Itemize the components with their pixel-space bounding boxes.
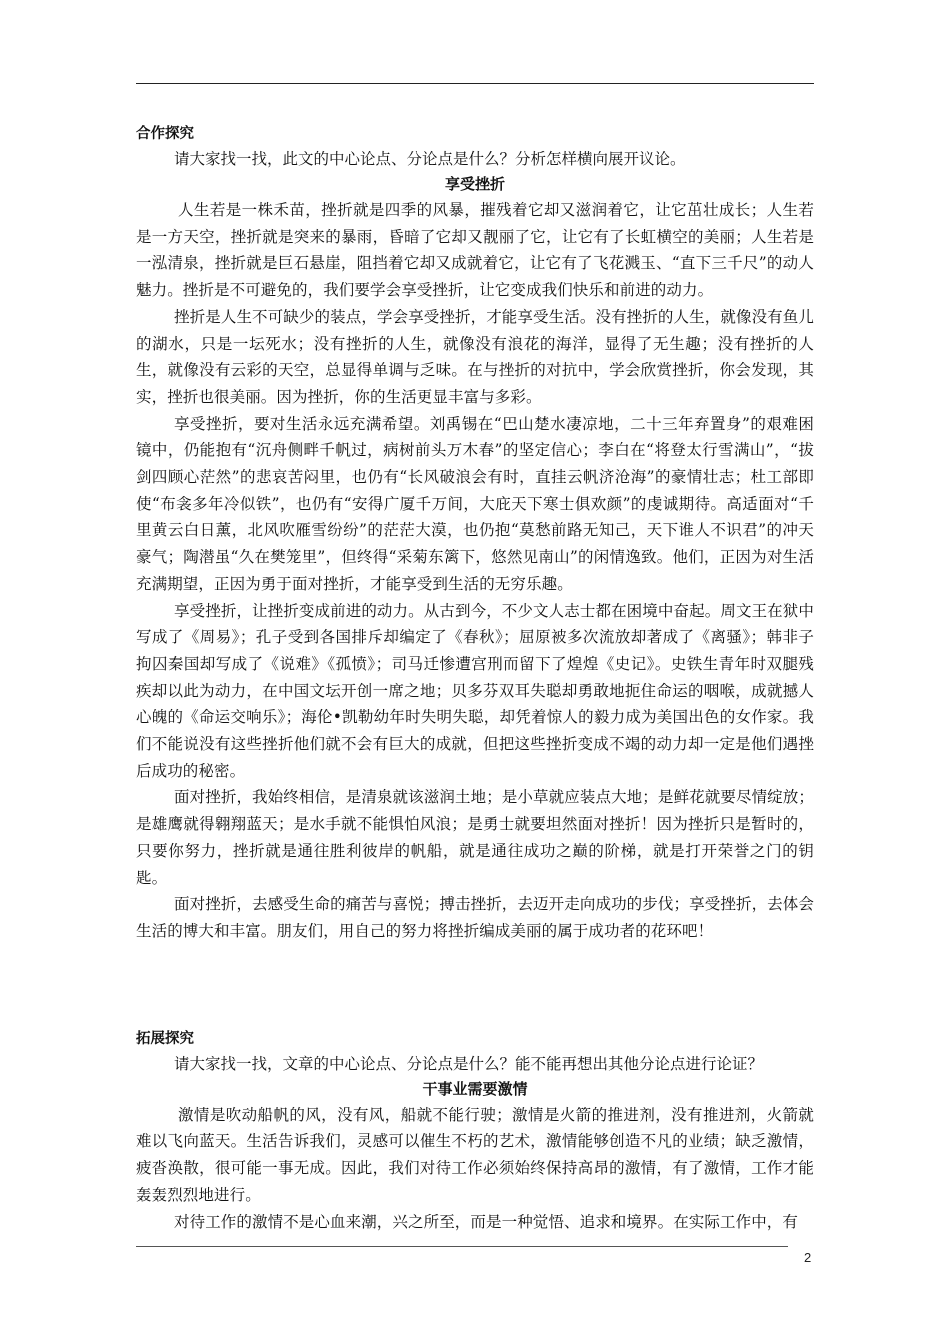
essay-paragraph: 面对挫折，我始终相信，是清泉就该滋润土地；是小草就应装点大地；是鲜花就要尽情绽放；是雄鹰就得翱翔蓝天；是水手就不能惧怕风浪；是勇士就要坦然面对挫折！因为挫折只是暂时的，只要你努力，挫折就是通往胜利彼岸的帆船，就是通往成功之巅的阶梯，就是打开荣誉之门的钥匙。 xyxy=(136,788,814,887)
section-prompt: 请大家找一找，此文的中心论点、分论点是什么？分析怎样横向展开议论。 xyxy=(174,150,686,168)
essay-paragraph: 对待工作的激情不是心血来潮，兴之所至，而是一种觉悟、追求和境界。在实际工作中，有 xyxy=(174,1212,799,1231)
essay-paragraph: 挫折是人生不可缺少的装点，学会享受挫折，才能享受生活。没有挫折的人生，就像没有鱼儿的湖水，只是一坛死水；没有挫折的人生，就像没有浪花的海洋，显得了无生趣；没有挫折的人生，就像没有云彩的天空，总显得单调与乏味。在与挫折的对抗中，学会欣赏挫折，你会发现，其实，挫折也很美丽。因为挫折，你的生活更显丰富与多彩。 xyxy=(136,307,814,406)
section-spacer xyxy=(136,945,814,1027)
header-rule xyxy=(136,83,814,84)
document-body xyxy=(136,122,814,1235)
section-extended-inquiry xyxy=(136,1027,814,1236)
section-prompt: 请大家找一找，文章的中心论点、分论点是什么？能不能再想出其他分论点进行论证？ xyxy=(174,1054,764,1073)
section-heading: 拓展探究 xyxy=(136,1030,194,1047)
essay-title: 享受挫折 xyxy=(444,175,505,193)
essay-paragraph: 享受挫折，要对生活永远充满希望。刘禹锡在“巴山楚水凄凉地，二十三年弃置身”的艰难困镜中，仍能抱有“沉舟侧畔千帆过，病树前头万木春”的坚定信心；李白在“将登太行雪满山”，“拔剑四顾心茫然”的悲哀苦闷里，也仍有“长风破浪会有时，直挂云帆济沧海”的豪情壮志；杜工部即使“布衾多年冷似铁”，也仍有“安得广厦千万间，大庇天下寒士俱欢颜”的虔诚期待。高适面对“千里黄云白日薰，北风吹雁雪纷纷”的茫茫大漠，也仍抱“莫愁前路无知己，天下谁人不识君”的冲天豪气；陶潜虽“久在樊笼里”，但终得“采菊东篱下，悠然见南山”的闲情逸致。他们，正因为对生活充满期望，正因为勇于面对挫折，才能享受到生活的无穷乐趣。 xyxy=(136,414,814,593)
section-cooperative-inquiry xyxy=(136,122,814,945)
essay-paragraph: 人生若是一株禾苗，挫折就是四季的风暴，摧残着它却又滋润着它，让它茁壮成长；人生若是一方天空，挫折就是突来的暴雨，昏暗了它却又靓丽了它，让它有了长虹横空的美丽；人生若是一泓清泉，挫折就是巨石悬崖，阻挡着它却又成就着它，让它有了飞花溅玉、“直下三千尺”的动人魅力。挫折是不可避免的，我们要学会享受挫折，让它变成我们快乐和前进的动力。 xyxy=(136,201,814,300)
footer-rule xyxy=(136,1246,788,1247)
section-heading: 合作探究 xyxy=(136,126,194,142)
page-number: 2 xyxy=(804,1250,812,1265)
essay-paragraph: 激情是吹动船帆的风，没有风，船就不能行驶；激情是火箭的推进剂，没有推进剂，火箭就难以飞向蓝天。生活告诉我们，灵感可以催生不朽的艺术，激情能够创造不凡的业绩；缺乏激情，疲沓涣散，很可能一事无成。因此，我们对待工作必须始终保持高昂的激情，有了激情，工作才能轰轰烈烈地进行。 xyxy=(136,1105,814,1204)
essay-title: 干事业需要激情 xyxy=(422,1079,528,1098)
essay-paragraph: 面对挫折，去感受生命的痛苦与喜悦；搏击挫折，去迈开走向成功的步伐；享受挫折，去体会生活的博大和丰富。朋友们，用自己的努力将挫折编成美丽的属于成功者的花环吧！ xyxy=(136,895,814,940)
essay-paragraph: 享受挫折，让挫折变成前进的动力。从古到今，不少文人志士都在困境中奋起。周文王在狱中写成了《周易》；孔子受到各国排斥却编定了《春秋》；屈原被多次流放却著成了《离骚》；韩非子拘囚秦国却写成了《说难》《孤愤》；司马迁惨遭宫刑而留下了煌煌《史记》。史铁生青年时双腿残疾却以此为动力，在中国文坛开创一席之地；贝多芬双耳失聪却勇敢地扼住命运的咽喉，成就撼人心魄的《命运交响乐》；海伦•凯勒幼年时失明失聪，却凭着惊人的毅力成为美国出色的女作家。我们不能说没有这些挫折他们就不会有巨大的成就，但把这些挫折变成不竭的动力却一定是他们遇挫后成功的秘密。 xyxy=(136,601,814,780)
